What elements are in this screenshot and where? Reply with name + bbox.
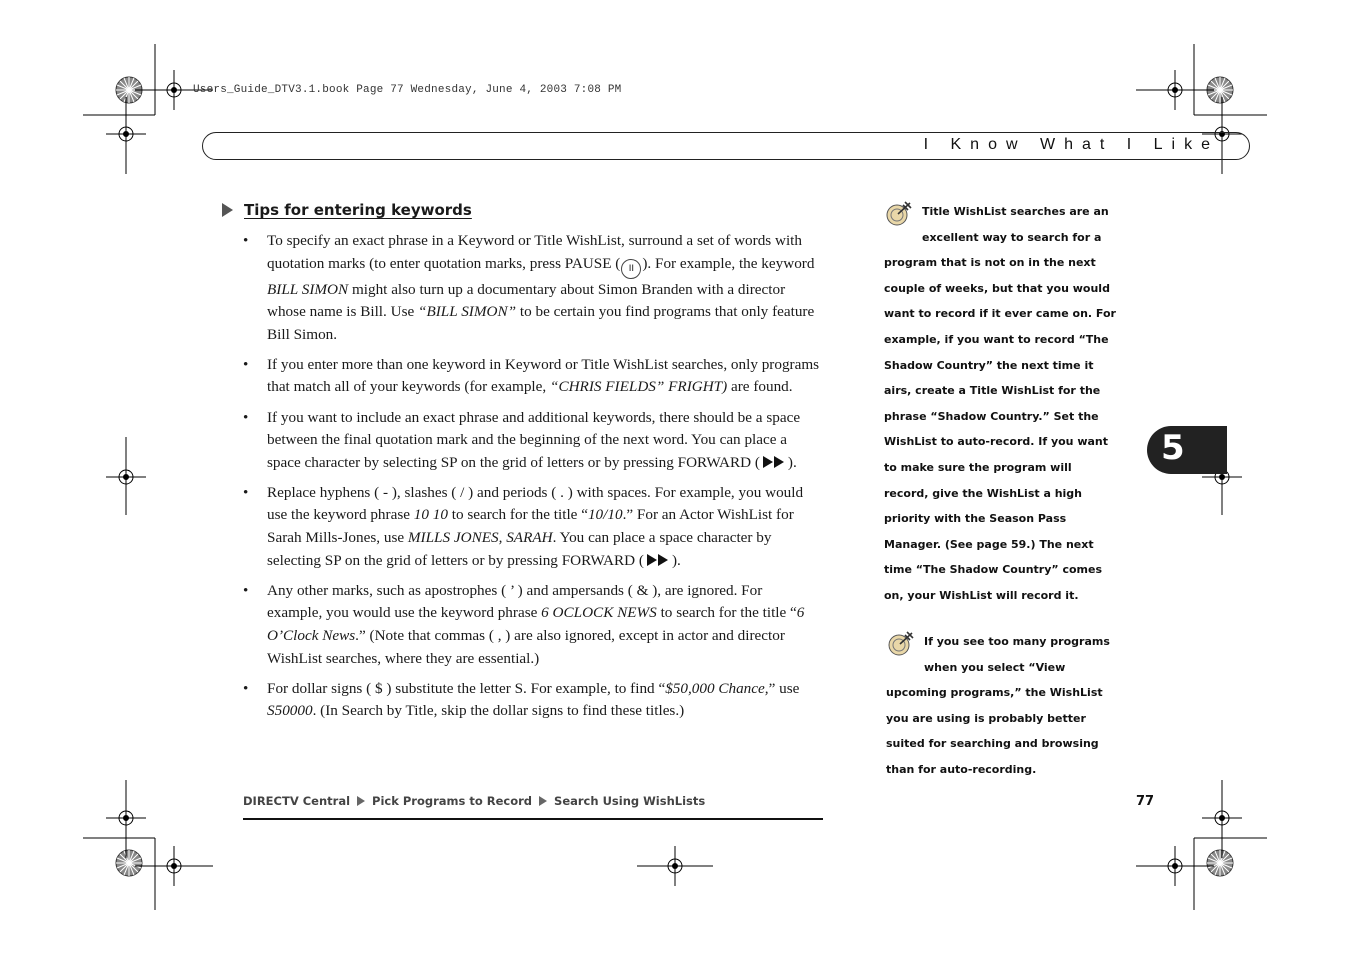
- chapter-header-bar: [202, 132, 1250, 160]
- tip-text: Title WishList searches are an excellent way to search for a program that is not on in the next couple of weeks, but that you would want to record if it ever came on. For example, if you want to record “The Shadow Country” the next time it airs, create a Title WishList for the phrase “Shadow Country.” Set the WishList to auto-record. If you want to make sure the program will record, give the WishList a high priority with the Season Pass Manager. (See page 59.) The next time “The Shadow Country” comes on, your WishList will record it.: [884, 205, 1116, 602]
- list-item: • Any other marks, such as apostrophes ( ’ ) and ampersands ( & ), are ignored. For example, you would use the keyword phrase 6 OCLOCK NEWS to search for the title “6 O’Clock News.” (Note that commas ( , ) are also ignored, except in actor and director WishList searches, where they are essential.): [243, 581, 805, 667]
- breadcrumb-item: Pick Programs to Record: [372, 794, 533, 808]
- thumbtack-note-icon: [884, 199, 916, 227]
- bullet-dot: •: [243, 679, 249, 697]
- triangle-bullet-icon: [222, 203, 233, 217]
- tips-list: [243, 230, 821, 730]
- chapter-number: 5: [1161, 428, 1185, 468]
- bullet-dot: •: [243, 408, 249, 426]
- bullet-dot: •: [243, 355, 249, 373]
- forward-button-icon: [646, 553, 670, 567]
- tip-text: If you see too many programs when you select “View upcoming programs,” the WishList you are using is probably better suited for searching and browsing than for auto-recording.: [886, 635, 1110, 776]
- chapter-tab: [1147, 426, 1227, 474]
- bullet-dot: •: [243, 581, 249, 599]
- slug-line: Users_Guide_DTV3.1.book Page 77 Wednesday, June 4, 2003 7:08 PM: [193, 84, 622, 96]
- sidebar-tip: [886, 629, 1118, 783]
- breadcrumb-item: DIRECTV Central: [243, 794, 351, 808]
- breadcrumb-item: Search Using WishLists: [554, 794, 706, 808]
- page-number: 77: [1136, 794, 1155, 809]
- list-item: • If you enter more than one keyword in Keyword or Title WishList searches, only programs that match all of your keywords (for example, “CHRIS FIELDS” FRIGHT) are found.: [243, 355, 820, 396]
- list-item: • To specify an exact phrase in a Keyword or Title WishList, surround a set of words with quotation marks (to enter quotation marks, press PAUSE ( II ). For example, the keyword BILL SIMON might also turn up a documentary about Simon Branden with a director whose name is Bill. Use “BILL SIMON” to be certain you find programs that only feature Bill Simon.: [243, 232, 815, 343]
- list-item: • If you want to include an exact phrase and additional keywords, there should be a space between the final quotation mark and the beginning of the next word. You can place a space character by selecting SP on the grid of letters or by pressing FORWARD ( ).: [243, 408, 801, 471]
- section-heading-text: Tips for entering keywords: [244, 201, 472, 219]
- bullet-dot: •: [243, 483, 249, 501]
- forward-button-icon: [762, 455, 786, 469]
- section-heading: [222, 201, 472, 219]
- breadcrumb-arrow-icon: [539, 796, 547, 806]
- chapter-title: I Know What I Like: [923, 136, 1219, 153]
- list-item: • For dollar signs ( $ ) substitute the letter S. For example, to find “$50,000 Chance,” use S50000. (In Search by Title, skip the dollar signs to find these titles.): [243, 679, 800, 720]
- breadcrumb: [243, 794, 705, 808]
- breadcrumb-arrow-icon: [357, 796, 365, 806]
- footer-rule: [243, 818, 823, 820]
- pause-button-icon: II: [621, 259, 641, 279]
- list-item: • Replace hyphens ( - ), slashes ( / ) and periods ( . ) with spaces. For example, you would use the keyword phrase 10 10 to search for the title “10/10.” For an Actor WishList for Sarah Mills-Jones, use MILLS JONES, SARAH. You can place a space character by selecting SP on the grid of letters or by pressing FORWARD ( ).: [243, 483, 804, 569]
- bullet-dot: •: [243, 232, 249, 249]
- sidebar-tip: [884, 199, 1116, 609]
- thumbtack-note-icon: [886, 629, 918, 657]
